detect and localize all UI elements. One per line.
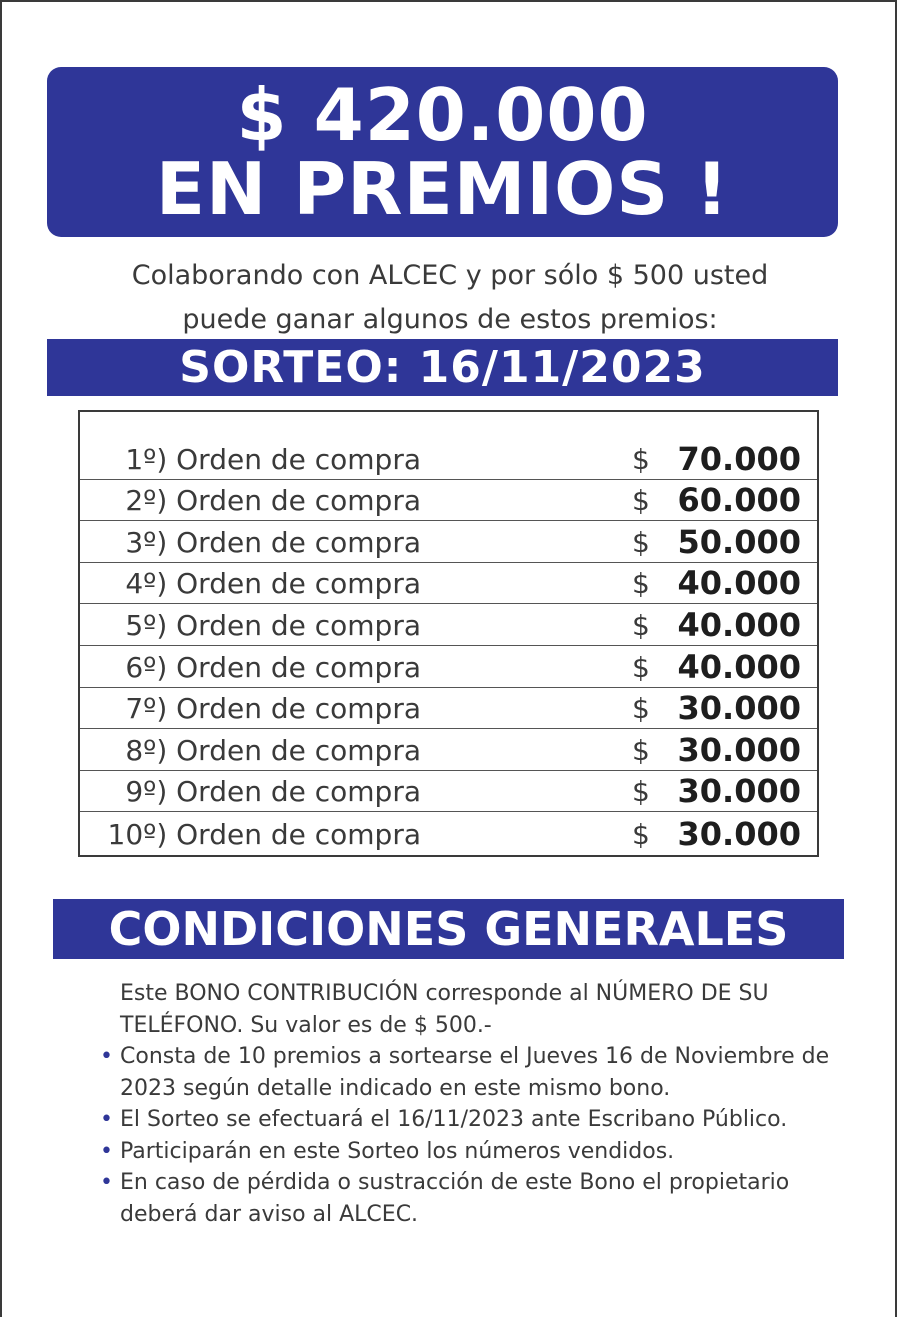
intro-text [60,254,840,342]
condition-text: Consta de 10 premios a sortearse el Jueves 16 de Noviembre de 2023 según detalle indicado en este mismo bono. [120,1044,830,1101]
list-item [100,1167,830,1230]
prize-currency: $ [632,775,650,809]
prize-row [80,604,817,646]
prize-total-banner [47,67,838,237]
bullet-icon: • [100,1170,113,1195]
prize-currency: $ [632,442,650,476]
prize-amount: 60.000 [677,481,801,520]
prize-row [80,438,817,480]
prize-amount: 40.000 [677,564,801,603]
prize-amount: 30.000 [677,814,801,853]
list-item [100,1104,830,1136]
prize-label: 5º) Orden de compra [125,608,421,642]
bullet-icon: • [100,1044,113,1069]
list-item [100,1136,830,1168]
prize-row [80,480,817,522]
prize-amount: 70.000 [677,439,801,478]
prize-currency: $ [632,608,650,642]
prize-currency: $ [632,567,650,601]
prize-label: 9º) Orden de compra [125,775,421,809]
condition-text: El Sorteo se efectuará el 16/11/2023 ante Escribano Público. [120,1107,788,1132]
prize-table [78,410,819,857]
prize-currency: $ [632,484,650,518]
prize-amount: 40.000 [677,605,801,644]
prize-amount: 30.000 [677,730,801,769]
prize-currency: $ [632,650,650,684]
prize-label: 8º) Orden de compra [125,733,421,767]
intro-line-2: puede ganar algunos de estos premios: [182,304,718,335]
prize-row [80,646,817,688]
conditions-heading: CONDICIONES GENERALES [53,899,844,959]
prize-label: 1º) Orden de compra [125,442,421,476]
conditions-list [100,978,830,1230]
list-item [100,1041,830,1104]
prize-row [80,729,817,771]
prize-label: 2º) Orden de compra [125,484,421,518]
prize-amount: 50.000 [677,522,801,561]
prize-row [80,688,817,730]
prize-label: 6º) Orden de compra [125,650,421,684]
intro-line-1: Colaborando con ALCEC y por sólo $ 500 usted [131,260,769,291]
prize-currency: $ [632,733,650,767]
conditions-intro: Este BONO CONTRIBUCIÓN corresponde al NÚMERO DE SU TELÉFONO. Su valor es de $ 500.- [120,981,769,1038]
condition-text: Participarán en este Sorteo los números vendidos. [120,1138,675,1164]
prize-currency: $ [632,525,650,559]
prize-row [80,521,817,563]
prize-label: 10º) Orden de compra [107,817,421,851]
prize-total-caption: EN PREMIOS ! [155,147,730,231]
prize-label: 3º) Orden de compra [125,525,421,559]
prize-label: 4º) Orden de compra [125,567,421,601]
prize-currency: $ [632,692,650,726]
draw-date-heading: SORTEO: 16/11/2023 [47,339,838,396]
prize-row [80,812,817,854]
bullet-icon: • [100,1107,113,1132]
prize-amount: 30.000 [677,772,801,811]
prize-row [80,771,817,813]
prize-total-amount: $ 420.000 [236,73,649,157]
bullet-icon: • [100,1138,113,1164]
prize-row [80,563,817,605]
prize-label: 7º) Orden de compra [125,692,421,726]
condition-text: En caso de pérdida o sustracción de este Bono el propietario deberá dar aviso al ALCEC. [120,1170,790,1227]
prize-amount: 30.000 [677,689,801,728]
prize-currency: $ [632,817,650,851]
prize-amount: 40.000 [677,647,801,686]
